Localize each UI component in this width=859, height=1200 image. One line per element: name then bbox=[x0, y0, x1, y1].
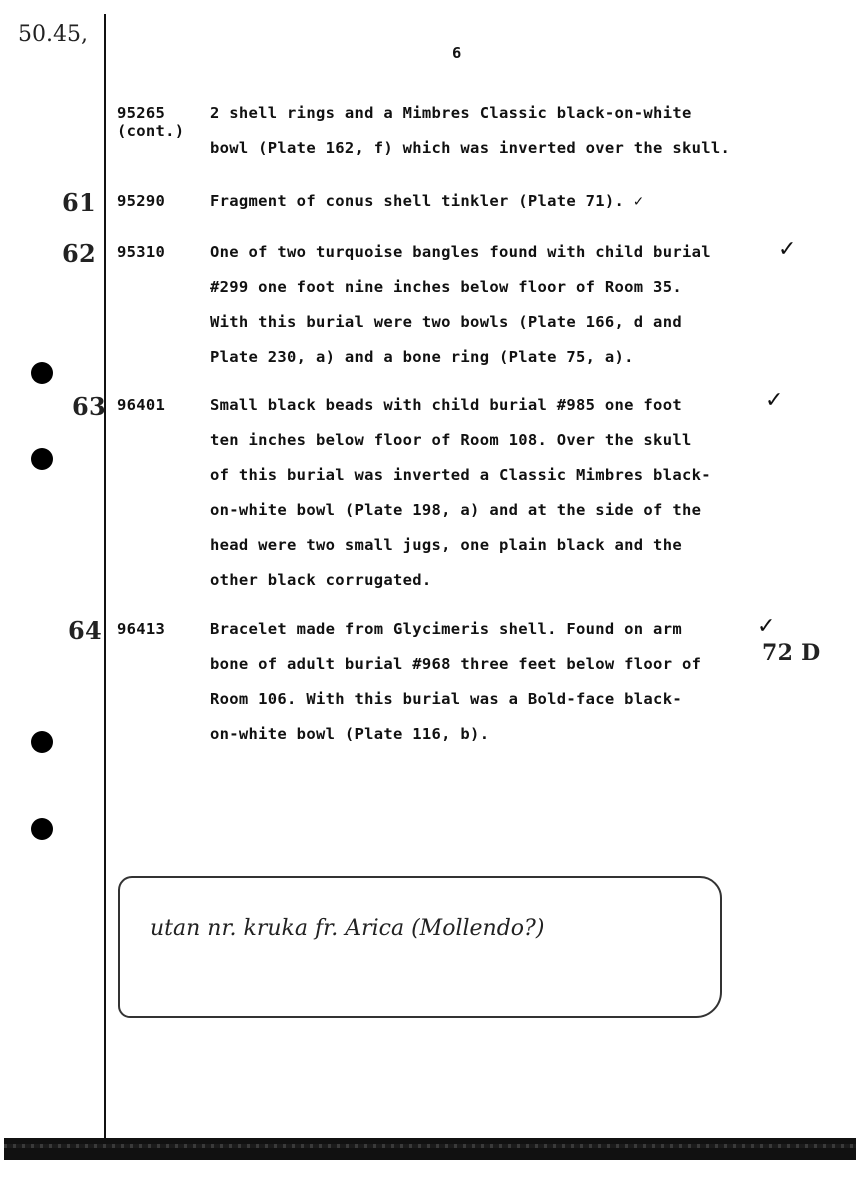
catalog-number: 95310 bbox=[117, 243, 166, 261]
check-mark-icon: ✓ bbox=[757, 614, 776, 639]
entry-description: Fragment of conus shell tinkler (Plate 71). ✓ bbox=[210, 192, 644, 210]
entry-description: One of two turquoise bangles found with child burial #299 one foot nine inches below floor of Room 35. With this burial were two bowls (Plate 166, d and Plate 230, a) and a bone ring (Plate 75, a). bbox=[210, 243, 711, 366]
punch-hole-3 bbox=[31, 731, 53, 753]
entry-description: Bracelet made from Glycimeris shell. Found on arm bone of adult burial #968 three feet below floor of Room 106. With this burial was a Bold-face black- on-white bowl (Plate 116, b). bbox=[210, 620, 702, 743]
handwritten-note: utan nr. krukа fr. Arica (Mollendo?) bbox=[150, 916, 545, 941]
punch-hole-1 bbox=[31, 362, 53, 384]
margin-number: 61 bbox=[62, 188, 96, 217]
check-mark-icon: ✓ bbox=[778, 237, 797, 262]
entry-description: 2 shell rings and a Mimbres Classic black-on-white bowl (Plate 162, f) which was inverted over the skull. bbox=[210, 104, 731, 157]
margin-number: 62 bbox=[62, 239, 96, 268]
catalog-number: 95265 (cont.) bbox=[117, 104, 185, 140]
punch-hole-2 bbox=[31, 448, 53, 470]
margin-number: 63 bbox=[72, 392, 106, 421]
accession-note: 50.45, bbox=[18, 22, 88, 47]
catalog-number: 96401 bbox=[117, 396, 166, 414]
check-mark-icon: ✓ bbox=[765, 388, 784, 413]
catalog-number: 95290 bbox=[117, 192, 166, 210]
scan-edge-bar bbox=[4, 1138, 856, 1160]
margin-number: 64 bbox=[68, 616, 102, 645]
catalog-number: 96413 bbox=[117, 620, 166, 638]
entry-description: Small black beads with child burial #985 one foot ten inches below floor of Room 108. Over the skull of this burial was inverted a Classic Mimbres black- on-white bowl (Plate 198, a) and at the side of the head were two small jugs, one plain black and the other black corrugated. bbox=[210, 396, 711, 589]
margin-rule bbox=[104, 14, 106, 1139]
handwritten-note-box bbox=[118, 876, 722, 1018]
punch-hole-4 bbox=[31, 818, 53, 840]
extra-note: 72 D bbox=[762, 640, 821, 666]
page-number: 6 bbox=[452, 44, 462, 62]
